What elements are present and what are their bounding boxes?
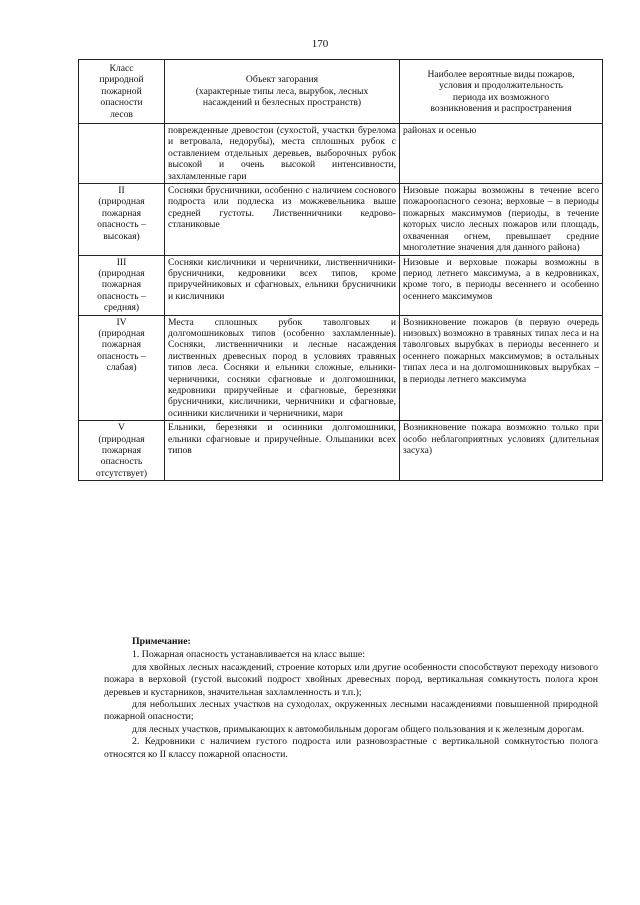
fire-danger-table: [78, 59, 603, 481]
cell-line: периода их возможного: [452, 91, 550, 103]
cell-line: насаждений и безлесных пространств): [202, 97, 362, 109]
notes-section: [104, 636, 598, 761]
cell-line: Наиболее вероятные виды пожаров,: [427, 68, 575, 80]
cell-line: пожарная: [101, 279, 142, 291]
class-cell: [79, 315, 165, 421]
table-row: [79, 255, 603, 315]
note-paragraph: для небольших лесных участков на суходолах, окруженных лесными насаждениями повышенной природной пожарной опасности;: [104, 699, 598, 723]
table-header-row: [79, 60, 603, 124]
cell-line: пожарной: [101, 85, 142, 97]
cell-line: опасности: [100, 97, 143, 109]
cell-line: (природная: [98, 433, 145, 445]
cell-line: возникновения и распространения: [430, 102, 572, 114]
object-cell: поврежденные древостои (сухостой, участки бурелома и ветровала, недорубы), места сплошных рубок с оставлением отдельных деревьев, выборочных рубок высокой и очень высокой интенсивности, захламленные гари: [165, 124, 400, 184]
page-number: 170: [311, 38, 329, 50]
fires-cell: районах и осенью: [400, 124, 603, 184]
cell-line: пожарная: [101, 445, 142, 456]
cell-line: пожарная: [101, 207, 142, 219]
header-fires: [400, 60, 603, 124]
object-cell: Сосняки брусничники, особенно с наличием соснового подроста или подлеска из можжевельника выше средней густоты. Лиственничники кедрово-стланиковые: [165, 184, 400, 255]
note-paragraph: 1. Пожарная опасность устанавливается на класс выше:: [132, 649, 365, 661]
table-row: [79, 421, 603, 481]
cell-line: Класс: [109, 63, 134, 74]
cell-line: природной: [99, 74, 144, 86]
cell-line: средняя): [103, 302, 140, 314]
cell-line: опасность: [100, 456, 143, 468]
note-paragraph: для лесных участков, примыкающих к автомобильным дорогам общего пользования и к железным дорогам.: [132, 723, 585, 735]
cell-line: слабая): [106, 362, 137, 374]
fires-cell: Возникновение пожаров (в первую очередь низовых) возможно в травяных типах леса и на таволговых вырубках в периоды весеннего и осеннего пожарных максимумов; в остальных типах леса и на долгомошниковых вырубках – в периоды летнего максимума: [400, 315, 603, 421]
cell-line: IV: [116, 316, 127, 328]
table-row: [79, 184, 603, 255]
cell-line: II: [118, 185, 125, 197]
cell-line: высокая): [103, 230, 140, 242]
class-cell: [79, 124, 165, 184]
cell-line: III: [116, 256, 127, 268]
cell-line: отсутствует): [95, 467, 148, 479]
table-row: [79, 124, 603, 184]
note-paragraph: для хвойных лесных насаждений, строение которых или другие особенности способствуют переходу низового пожара в верховой (густой высокий подрост хвойных древесных пород, вертикальная сомкнутость полога крон деревьев и кустарников, значительная захламленность и т.п.);: [104, 661, 598, 698]
cell-line: (природная: [98, 267, 145, 279]
cell-line: пожарная: [101, 339, 142, 351]
header-object: [165, 60, 400, 124]
cell-line: опасность –: [97, 350, 146, 362]
notes-title: Примечание:: [132, 636, 191, 647]
fires-cell: Низовые пожары возможны в течение всего пожароопасного сезона; верховые – в периоды пожарных максимумов (периоды, в течение которых число лесных пожаров или площадь, охваченная огнем, превышает средние многолетние значения для данного района): [400, 184, 603, 255]
header-class: [79, 60, 165, 124]
fires-cell: Низовые и верховые пожары возможны в период летнего максимума, а в кедровниках, кроме того, в периоды весеннего и особенно осеннего максимумов: [400, 255, 603, 315]
object-cell: Места сплошных рубок таволговых и долгомошниковых типов (особенно захламленные). Сосняки, лиственничники и лесные насаждения лиственных древесных пород в условиях травяных типов леса. Сосняки и ельники сложные, ельники-черничники, сосняки сфагновые и долгомошники, кедровники приручейные и сфагновые, березняки брусничники, кисличники, черничники и сфагновые, осинники кисличники и черничники, мари: [165, 315, 400, 421]
class-cell: [79, 421, 165, 481]
cell-line: условия и продолжительность: [439, 80, 563, 92]
cell-line: (природная: [98, 196, 145, 208]
object-cell: Сосняки кисличники и черничники, лиственничники-брусничники, кедровники всех типов, кроме приручейниковых и сфагновых, ельники брусничники и кисличники: [165, 255, 400, 315]
note-paragraph: 2. Кедровники с наличием густого подроста или разновозрастные с вертикальной сомкнутостью полога относятся ко II классу пожарной опасности.: [104, 736, 598, 760]
cell-line: Объект загорания: [245, 74, 319, 86]
cell-line: (характерные типы леса, вырубок, лесных: [195, 85, 369, 97]
cell-line: лесов: [110, 108, 133, 120]
class-cell: [79, 255, 165, 315]
object-cell: Ельники, березняки и осинники долгомошники, ельники сфагновые и приручейные. Ольшаники всех типов: [165, 421, 400, 481]
fires-cell: Возникновение пожара возможно только при особо неблагоприятных условиях (длительная засуха): [400, 421, 603, 481]
table-row: [79, 315, 603, 421]
cell-line: опасность –: [97, 290, 146, 302]
cell-line: опасность –: [97, 219, 146, 231]
class-cell: [79, 184, 165, 255]
cell-line: (природная: [98, 327, 145, 339]
cell-line: V: [118, 422, 125, 434]
